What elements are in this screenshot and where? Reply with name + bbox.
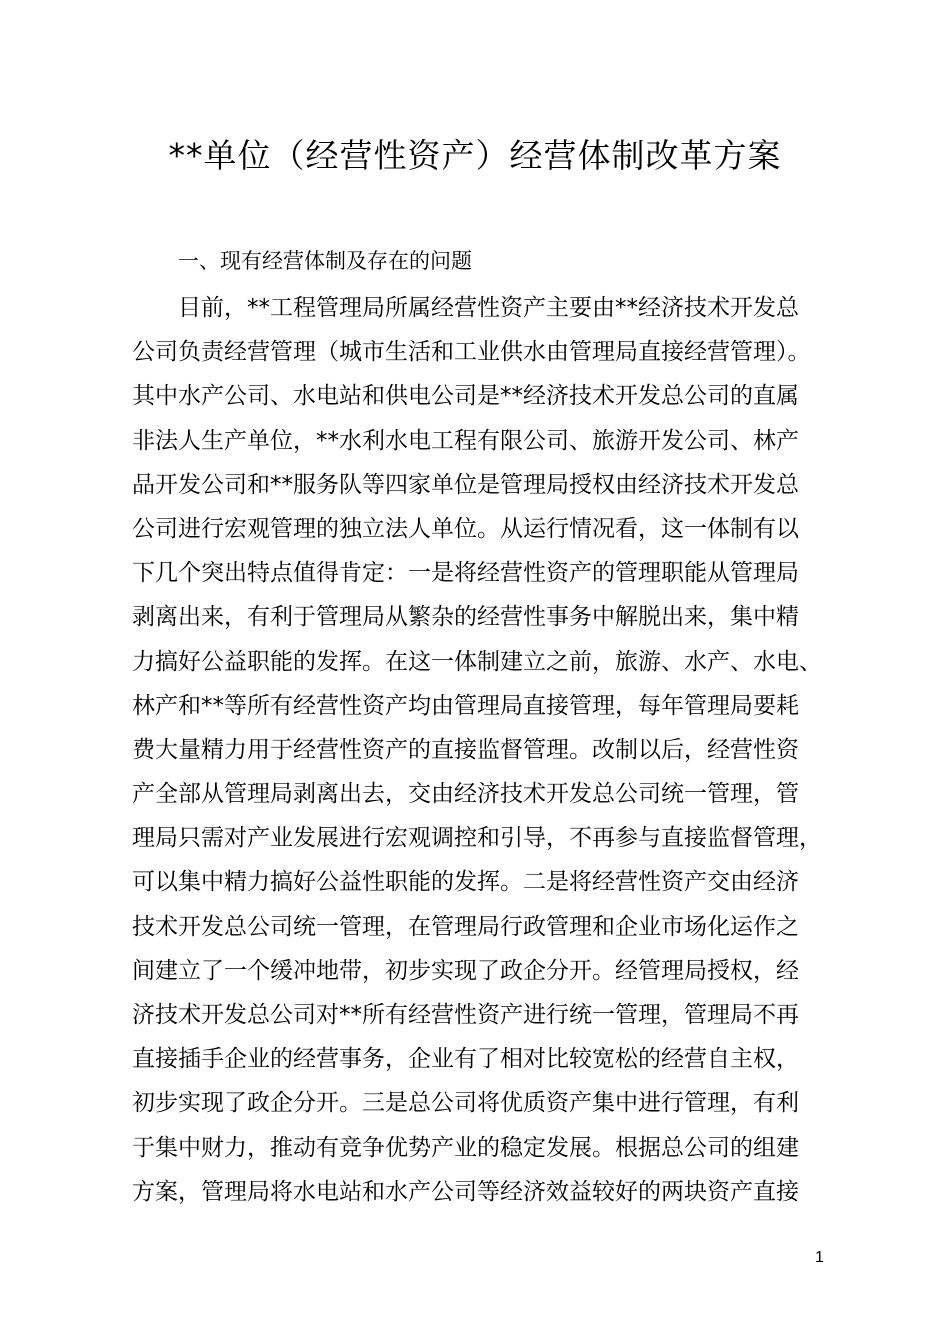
paragraph-line: 目前，**工程管理局所属经营性资产主要由**经济技术开发总: [178, 295, 799, 321]
paragraph-line: 公司进行宏观管理的独立法人单位。从运行情况看，这一体制有以: [132, 515, 799, 542]
paragraph-line: 费大量精力用于经营性资产的直接监督管理。改制以后，经营性资: [132, 736, 799, 763]
paragraph-line: 初步实现了政企分开。三是总公司将优质资产集中进行管理，有利: [132, 1090, 799, 1117]
paragraph-line: 方案，管理局将水电站和水产公司等经济效益较好的两块资产直接: [132, 1178, 799, 1205]
paragraph-line: 于集中财力，推动有竞争优势产业的稳定发展。根据总公司的组建: [132, 1134, 799, 1161]
document-title: **单位（经营性资产）经营体制改革方案: [168, 136, 782, 175]
paragraph-line: 公司负责经营管理（城市生活和工业供水由管理局直接经营管理）。: [132, 339, 811, 366]
paragraph-line: 剥离出来，有利于管理局从繁杂的经营性事务中解脱出来，集中精: [132, 604, 799, 631]
paragraph-line: 下几个突出特点值得肯定：一是将经营性资产的管理职能从管理局: [132, 560, 799, 587]
paragraph-line: 力搞好公益职能的发挥。在这一体制建立之前，旅游、水产、水电、: [132, 648, 822, 675]
paragraph-line: 济技术开发总公司对**所有经营性资产进行统一管理，管理局不再: [132, 1002, 799, 1028]
paragraph-line: 品开发公司和**服务队等四家单位是管理局授权由经济技术开发总: [132, 471, 799, 498]
page-number: 1: [815, 1249, 824, 1266]
body-paragraph: [132, 286, 872, 1214]
section-heading: 一、现有经营体制及存在的问题: [178, 249, 472, 273]
paragraph-line: 可以集中精力搞好公益性职能的发挥。二是将经营性资产交由经济: [132, 869, 799, 896]
paragraph-line: 间建立了一个缓冲地带，初步实现了政企分开。经管理局授权，经: [132, 957, 799, 984]
paragraph-line: 技术开发总公司统一管理，在管理局行政管理和企业市场化运作之: [132, 913, 799, 940]
paragraph-line: 直接插手企业的经营事务，企业有了相对比较宽松的经营自主权，: [132, 1046, 799, 1073]
paragraph-line: 林产和**等所有经营性资产均由管理局直接管理，每年管理局要耗: [132, 692, 799, 719]
paragraph-line: 非法人生产单位，**水利水电工程有限公司、旅游开发公司、林产: [132, 427, 799, 454]
paragraph-line: 产全部从管理局剥离出去，交由经济技术开发总公司统一管理，管: [132, 781, 799, 808]
paragraph-line: 理局只需对产业发展进行宏观调控和引导，不再参与直接监督管理，: [132, 825, 822, 852]
paragraph-line: 其中水产公司、水电站和供电公司是**经济技术开发总公司的直属: [132, 383, 799, 410]
